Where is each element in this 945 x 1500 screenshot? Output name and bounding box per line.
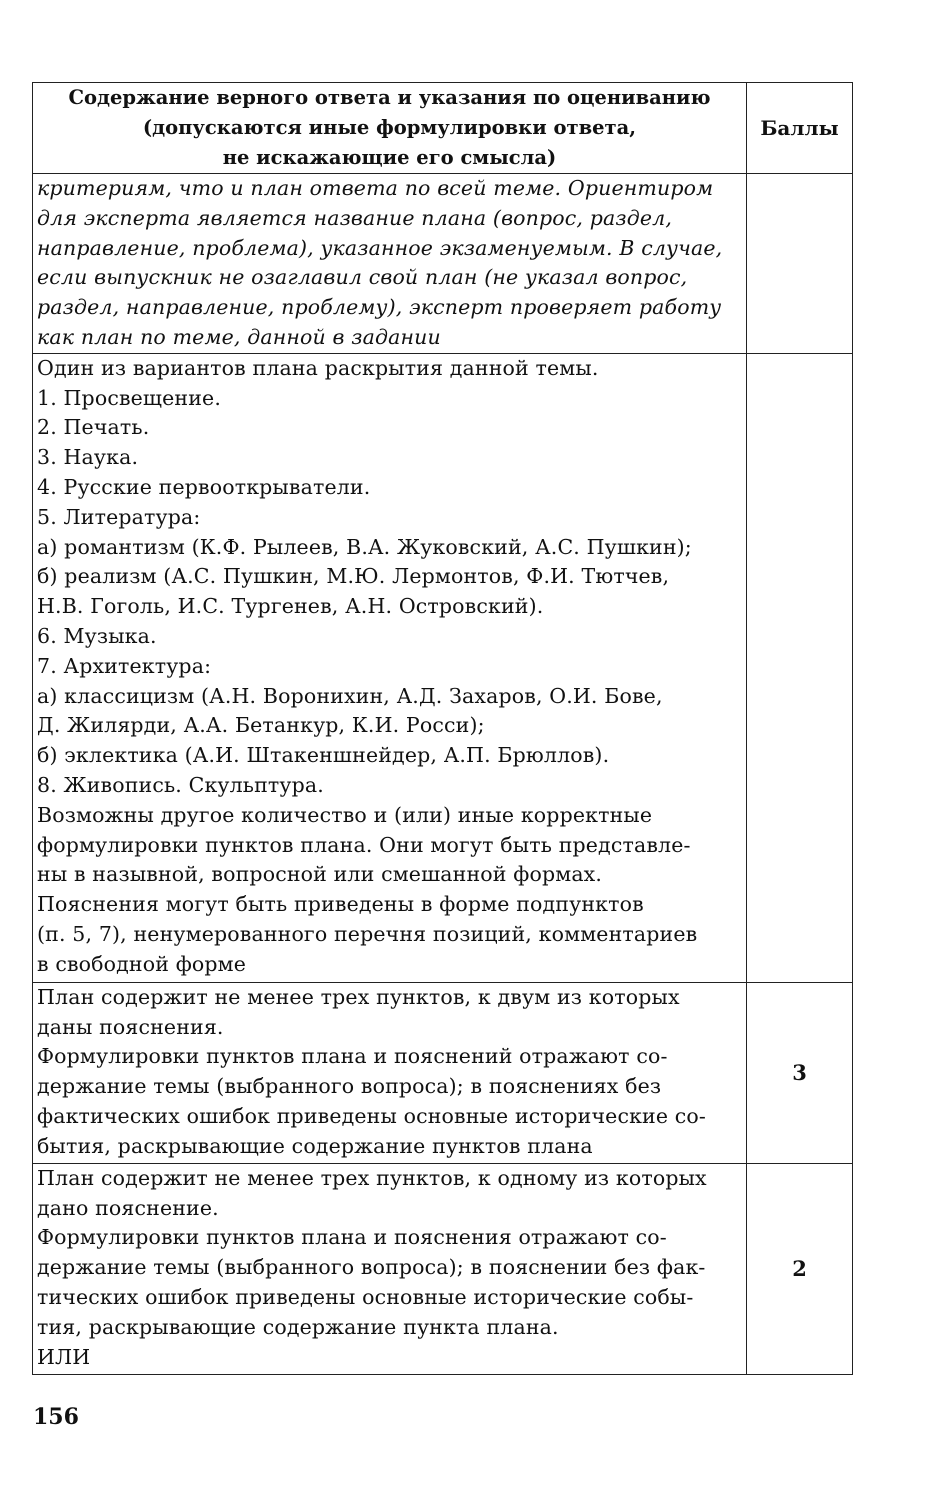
score-column-header: Баллы bbox=[747, 83, 853, 174]
text-line: направление, проблема), указанное экзаменуемым. В случае, bbox=[37, 235, 723, 260]
header-line: Содержание верного ответа и указания по оцениванию bbox=[68, 86, 711, 109]
page-number: 156 bbox=[33, 1404, 79, 1430]
text-line: 5. Литература: bbox=[37, 504, 201, 529]
table-row bbox=[33, 174, 853, 354]
plan-variant-cell bbox=[33, 353, 747, 982]
text-line: для эксперта является название плана (вопрос, раздел, bbox=[37, 205, 673, 230]
text-line: а) романтизм (К.Ф. Рылеев, В.А. Жуковский, А.С. Пушкин); bbox=[37, 534, 692, 559]
text-line: раздел, направление, проблему), эксперт проверяет работу bbox=[37, 295, 722, 320]
text-line: Н.В. Гоголь, И.С. Тургенев, А.Н. Островский). bbox=[37, 594, 544, 619]
text-line: 6. Музыка. bbox=[37, 623, 157, 648]
text-line: Д. Жилярди, А.А. Бетанкур, К.И. Росси); bbox=[37, 713, 485, 738]
header-line: не искажающие его смысла) bbox=[222, 146, 557, 169]
text-line: если выпускник не озаглавил свой план (не указал вопрос, bbox=[37, 265, 688, 290]
score-cell bbox=[747, 174, 853, 354]
grading-table bbox=[32, 82, 853, 1375]
text-line: 3. Наука. bbox=[37, 445, 139, 470]
text-line: в свободной форме bbox=[37, 951, 247, 976]
text-line: 7. Архитектура: bbox=[37, 653, 212, 678]
criteria-continuation-cell bbox=[33, 174, 747, 354]
text-line: тических ошибок приведены основные исторические собы- bbox=[37, 1284, 694, 1309]
content-column-header bbox=[33, 83, 747, 174]
table-row bbox=[33, 353, 853, 982]
text-line: (п. 5, 7), ненумерованного перечня позиций, комментариев bbox=[37, 921, 698, 946]
score-cell bbox=[747, 353, 853, 982]
criterion-3-points-cell bbox=[33, 982, 747, 1163]
text-line: держание темы (выбранного вопроса); в пояснении без фак- bbox=[37, 1255, 706, 1280]
text-line: формулировки пунктов плана. Они могут быть представле- bbox=[37, 832, 691, 857]
text-line: 2. Печать. bbox=[37, 415, 150, 440]
text-line: План содержит не менее трех пунктов, к одному из которых bbox=[37, 1165, 707, 1190]
table-row bbox=[33, 1163, 853, 1374]
text-line: Один из вариантов плана раскрытия данной темы. bbox=[37, 355, 599, 380]
text-line: ны в назывной, вопросной или смешанной формах. bbox=[37, 862, 603, 887]
text-line: Формулировки пунктов плана и пояснений отражают со- bbox=[37, 1044, 668, 1069]
text-line: дано пояснение. bbox=[37, 1195, 219, 1220]
header-line: (допускаются иные формулировки ответа, bbox=[142, 116, 637, 139]
table-header-row bbox=[33, 83, 853, 174]
text-line: даны пояснения. bbox=[37, 1014, 224, 1039]
score-cell: 3 bbox=[747, 982, 853, 1163]
text-line: бытия, раскрывающие содержание пунктов плана bbox=[37, 1133, 593, 1158]
text-line: ИЛИ bbox=[37, 1344, 91, 1369]
text-line: фактических ошибок приведены основные исторические со- bbox=[37, 1103, 707, 1128]
score-cell: 2 bbox=[747, 1163, 853, 1374]
text-line: а) классицизм (А.Н. Воронихин, А.Д. Захаров, О.И. Бове, bbox=[37, 683, 663, 708]
table-row bbox=[33, 982, 853, 1163]
text-line: как план по теме, данной в задании bbox=[37, 324, 441, 349]
text-line: 8. Живопись. Скульптура. bbox=[37, 772, 324, 797]
text-line: критериям, что и план ответа по всей теме. Ориентиром bbox=[37, 176, 714, 200]
text-line: Возможны другое количество и (или) иные корректные bbox=[37, 802, 653, 827]
text-line: Пояснения могут быть приведены в форме подпунктов bbox=[37, 892, 644, 917]
text-line: План содержит не менее трех пунктов, к двум из которых bbox=[37, 984, 680, 1009]
criterion-2-points-cell bbox=[33, 1163, 747, 1374]
text-line: б) реализм (А.С. Пушкин, М.Ю. Лермонтов, Ф.И. Тютчев, bbox=[37, 564, 670, 589]
text-line: держание темы (выбранного вопроса); в пояснениях без bbox=[37, 1074, 662, 1099]
text-line: б) эклектика (А.И. Штакеншнейдер, А.П. Брюллов). bbox=[37, 743, 610, 768]
text-line: Формулировки пунктов плана и пояснения отражают со- bbox=[37, 1225, 667, 1250]
text-line: 4. Русские первооткрыватели. bbox=[37, 474, 371, 499]
text-line: 1. Просвещение. bbox=[37, 385, 221, 410]
text-line: тия, раскрывающие содержание пункта плана. bbox=[37, 1314, 559, 1339]
